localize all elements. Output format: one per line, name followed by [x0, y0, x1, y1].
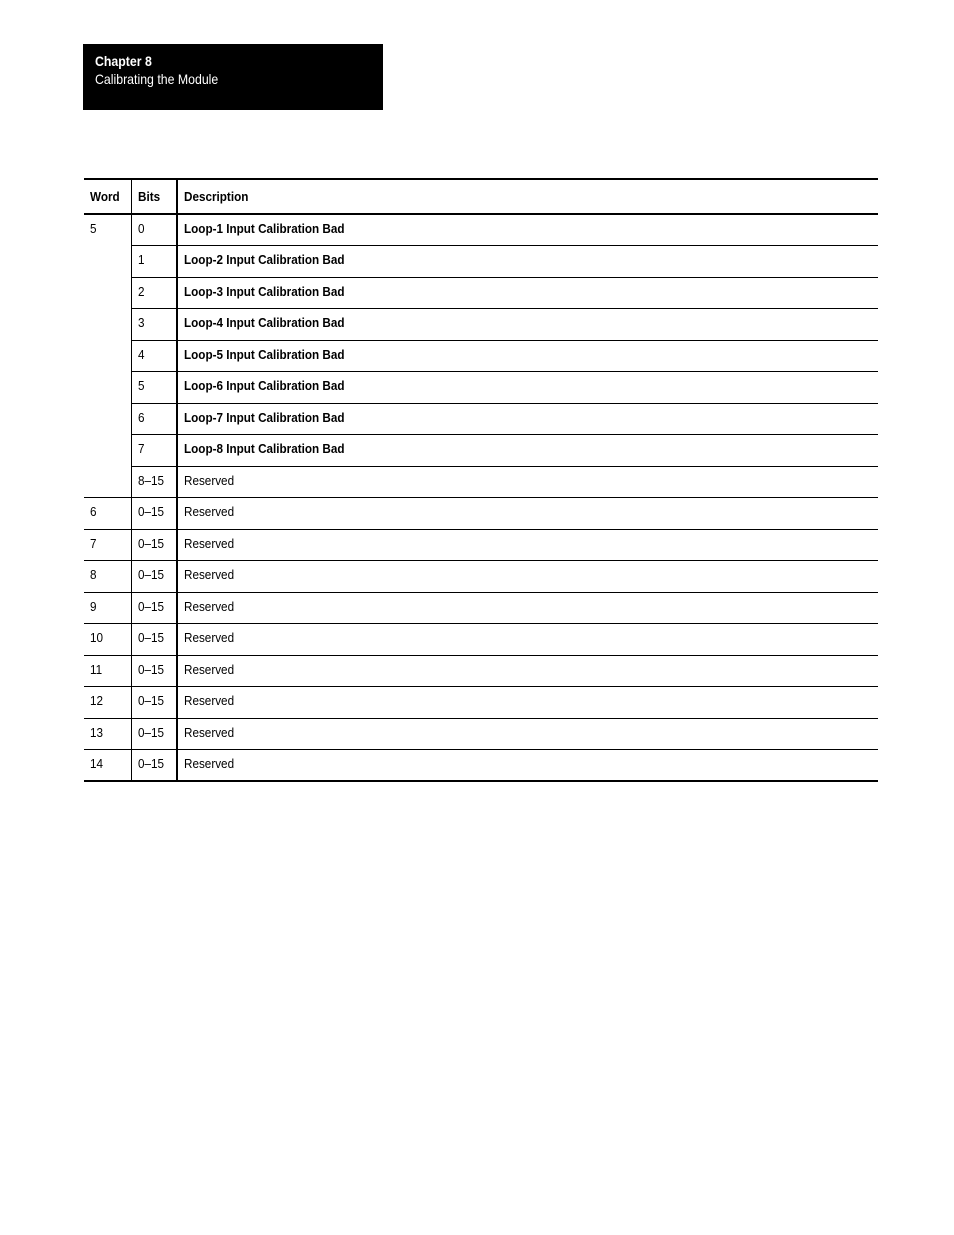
- word-cell: [84, 340, 131, 372]
- bits-cell: 4: [131, 340, 177, 372]
- bits-cell: 0: [131, 214, 177, 246]
- description-cell: Loop-8 Input Calibration Bad: [177, 435, 878, 467]
- bits-cell: 2: [131, 277, 177, 309]
- table-row: [84, 529, 878, 561]
- table-row: [84, 624, 878, 656]
- word-cell: [84, 466, 131, 498]
- bits-cell: 7: [131, 435, 177, 467]
- column-header-word: Word: [90, 189, 120, 204]
- word-cell: [84, 372, 131, 404]
- table-row: [84, 750, 878, 782]
- chapter-title: Calibrating the Module: [95, 71, 219, 87]
- word-cell: 9: [84, 592, 131, 624]
- description-cell: Loop-7 Input Calibration Bad: [177, 403, 878, 435]
- description-cell: Loop-5 Input Calibration Bad: [177, 340, 878, 372]
- chapter-number: Chapter 8: [95, 53, 152, 69]
- bits-cell: 0–15: [131, 561, 177, 593]
- description-cell: Reserved: [177, 624, 878, 656]
- table-row: [84, 372, 878, 404]
- description-cell: Loop-3 Input Calibration Bad: [177, 277, 878, 309]
- table-row: [84, 718, 878, 750]
- table-row: [84, 687, 878, 719]
- bits-cell: 0–15: [131, 655, 177, 687]
- table-row: [84, 498, 878, 530]
- column-header-bits: Bits: [131, 179, 177, 214]
- description-cell: Reserved: [177, 466, 878, 498]
- word-cell: 12: [84, 687, 131, 719]
- description-cell: Reserved: [177, 687, 878, 719]
- table-row: [84, 277, 878, 309]
- bits-cell: 5: [131, 372, 177, 404]
- table-row: [84, 403, 878, 435]
- description-cell: Reserved: [177, 718, 878, 750]
- table-body: [84, 214, 878, 781]
- description-cell: Reserved: [177, 750, 878, 782]
- word-cell: [84, 435, 131, 467]
- word-cell: 13: [84, 718, 131, 750]
- word-cell: 14: [84, 750, 131, 782]
- table-row: [84, 309, 878, 341]
- table-row: [84, 246, 878, 278]
- table-row: [84, 214, 878, 246]
- bits-cell: 3: [131, 309, 177, 341]
- word-cell: 6: [84, 498, 131, 530]
- bits-cell: 0–15: [131, 592, 177, 624]
- word-cell: [84, 403, 131, 435]
- bits-cell: 8–15: [131, 466, 177, 498]
- bits-cell: 0–15: [131, 624, 177, 656]
- table-row: [84, 561, 878, 593]
- word-cell: 7: [84, 529, 131, 561]
- table-header-row: [84, 179, 878, 214]
- description-cell: Reserved: [177, 561, 878, 593]
- bits-cell: 0–15: [131, 687, 177, 719]
- word-cell: [84, 309, 131, 341]
- table-row: [84, 340, 878, 372]
- chapter-header: [83, 44, 383, 110]
- word-cell: [84, 277, 131, 309]
- table-row: [84, 655, 878, 687]
- word-cell: 8: [84, 561, 131, 593]
- bits-cell: 6: [131, 403, 177, 435]
- description-cell: Loop-2 Input Calibration Bad: [177, 246, 878, 278]
- bits-cell: 0–15: [131, 718, 177, 750]
- column-header-description: Description: [177, 179, 878, 214]
- bits-cell: 0–15: [131, 498, 177, 530]
- word-cell: [84, 246, 131, 278]
- status-bits-table: [84, 178, 878, 782]
- description-cell: Reserved: [177, 655, 878, 687]
- word-cell: 5: [90, 221, 97, 236]
- description-cell: Reserved: [177, 529, 878, 561]
- bits-cell: 0–15: [131, 750, 177, 782]
- word-cell: 10: [84, 624, 131, 656]
- description-cell: Loop-1 Input Calibration Bad: [177, 214, 878, 246]
- description-cell: Reserved: [177, 592, 878, 624]
- word-cell: 11: [84, 655, 131, 687]
- bits-cell: 1: [131, 246, 177, 278]
- bits-cell: 0–15: [131, 529, 177, 561]
- table-row: [84, 435, 878, 467]
- table-row: [84, 466, 878, 498]
- description-cell: Loop-6 Input Calibration Bad: [177, 372, 878, 404]
- description-cell: Reserved: [177, 498, 878, 530]
- table-row: [84, 592, 878, 624]
- description-cell: Loop-4 Input Calibration Bad: [177, 309, 878, 341]
